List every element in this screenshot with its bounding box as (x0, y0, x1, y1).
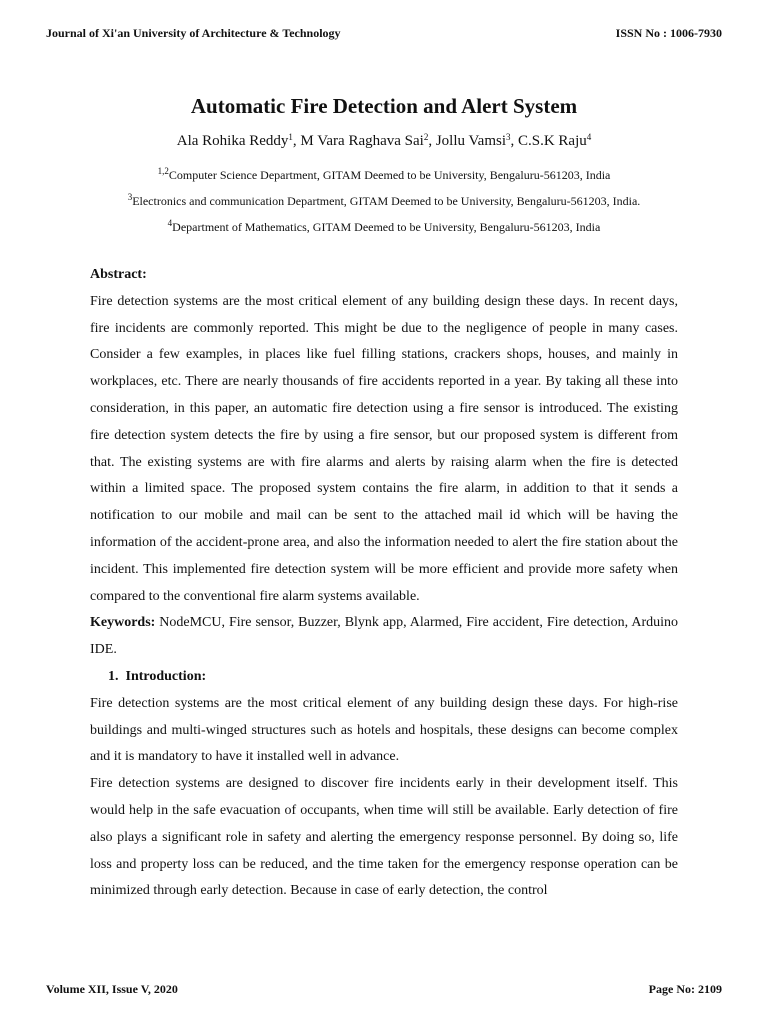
author-name: Jollu Vamsi (435, 133, 506, 149)
author-affil-mark: 4 (586, 132, 592, 142)
keywords (90, 610, 678, 664)
intro-paragraph: Fire detection systems are designed to discover fire incidents early in their development itself. This would help in the safe evacuation of occupants, when time will still be available. Early detection of fire also plays a significant role in safety and alerting the emergency response personnel. By doing so, life loss and property loss can be reduced, and the time taken for the emergency response operation can be minimized through early detection. Because in case of early detection, the control (90, 776, 678, 899)
journal-name: Journal of Xi'an University of Architecture & Technology (46, 26, 341, 40)
author-affil-mark: 2 (423, 132, 429, 142)
volume-issue: Volume XII, Issue V, 2020 (46, 982, 178, 996)
page-number: Page No: 2109 (648, 982, 722, 996)
affiliation (0, 188, 768, 214)
affiliation-text: Electronics and communication Department, GITAM Deemed to be University, Bengaluru-561203, India. (132, 194, 641, 208)
author-list: Ala Rohika Reddy$^1$, M Vara Raghava Sai$^2$, Jollu Vamsi$^3$, C.S.K Raju$^4$ (176, 132, 592, 149)
author-name: C.S.K Raju (518, 133, 587, 149)
author-name: Ala Rohika Reddy (176, 133, 289, 149)
abstract-text: Fire detection systems are the most critical element of any building design these days. In recent days, fire incidents are commonly reported. This might be due to the negligence of people in many cases. Consider a few examples, in places like fuel filling stations, crackers shops, houses, and mainly in workplaces, etc. There are nearly thousands of fire accidents reported in a year. By taking all these into consideration, in this paper, an automatic fire detection using a fire sensor is introduced. The existing fire detection system detects the fire by using a fire sensor, but our proposed system is different from that. The existing systems are with fire alarms and alerts by raising alarm when the fire is detected within a limited space. The proposed system contains the fire alarm, in addition to that it sends a notification to our mobile and mail can be sent to the attached mail id which will be having the information of the accident-prone area, and also the information needed to alert the fire station about the incident. This implemented fire detection system will be more efficient and provide more safety when compared to the conventional fire alarm systems available. (90, 293, 678, 604)
affiliation-mark: 3 (127, 192, 133, 202)
issn: ISSN No : 1006-7930 (615, 26, 722, 40)
paper-title: Automatic Fire Detection and Alert System (190, 94, 578, 118)
affiliation-text: Computer Science Department, GITAM Deemed to be University, Bengaluru-561203, India (168, 168, 611, 182)
affiliation-list (0, 162, 768, 240)
affiliation (0, 162, 768, 188)
intro-paragraph: Fire detection systems are the most critical element of any building design these days. For high-rise buildings and multi-winged structures such as hotels and hospitals, these designs can become complex and it is mandatory to have it installed well in advance. (90, 695, 678, 765)
section-heading-introduction: 1. Introduction: (108, 668, 207, 684)
affiliation-text: Department of Mathematics, GITAM Deemed to be University, Bengaluru-561203, India (172, 220, 601, 234)
author-name: M Vara Raghava Sai (300, 133, 424, 149)
affiliation (0, 214, 768, 240)
keywords-label: Keywords: (90, 615, 156, 631)
abstract-heading: Abstract: (90, 267, 147, 282)
affiliation-mark: 1,2 (157, 166, 169, 176)
paper-body (90, 262, 678, 905)
author-affil-mark: 3 (506, 132, 511, 142)
affiliation-mark: 4 (167, 218, 173, 228)
keywords-text: NodeMCU, Fire sensor, Buzzer, Blynk app, Alarmed, Fire accident, Fire detection, Arduino IDE. (90, 615, 678, 658)
author-affil-mark: 1 (288, 132, 293, 142)
